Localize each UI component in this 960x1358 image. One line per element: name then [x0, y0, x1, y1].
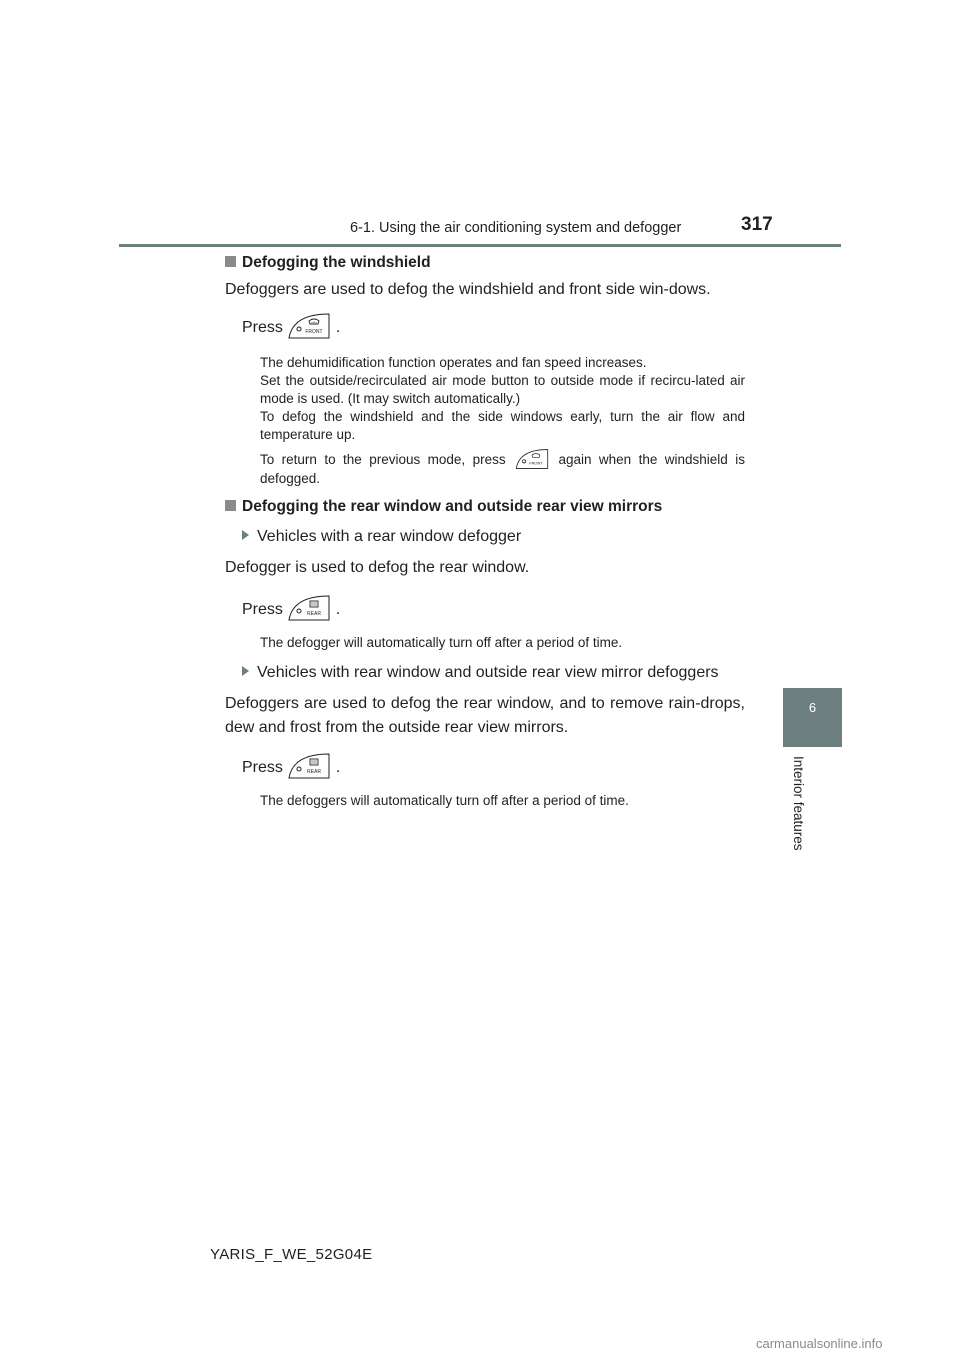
front-button-label: FRONT — [305, 329, 323, 335]
chapter-tab[interactable] — [783, 688, 842, 747]
section-heading-windshield: Defogging the windshield — [225, 254, 745, 272]
rear-variant-1-body: Defogger is used to defog the rear window. — [225, 559, 530, 576]
rear-variant-2-note: The defoggers will automatically turn off after a period of time. — [260, 793, 629, 808]
rear-variant-2-press-line: Press REAR . — [242, 752, 745, 782]
front-defogger-button-icon — [513, 448, 551, 470]
page-number: 317 — [741, 214, 773, 235]
front-button-label: FRONT — [529, 460, 543, 466]
rear-defogger-button-icon — [287, 594, 331, 622]
chapter-tab-number: 6 — [808, 700, 817, 715]
section-heading-rear: Defogging the rear window and outside rear view mirrors — [225, 498, 745, 516]
header-rule — [119, 244, 841, 247]
chapter-label: Interior features — [791, 756, 806, 851]
watermark: carmanualsonline.info — [756, 1336, 883, 1351]
heading-square-icon — [225, 500, 236, 511]
windshield-note: Set the outside/recirculated air mode button to outside mode if recircu-lated air mode is used. (It may switch automatically.) — [260, 373, 745, 406]
rear-variant-1-press-line: Press REAR . — [242, 594, 745, 624]
header-title: 6-1. Using the air conditioning system and defogger — [350, 220, 682, 236]
content — [225, 254, 745, 810]
rear-variant-2-body: Defoggers are used to defog the rear window, and to remove rain-drops, dew and frost from the outside rear view mirrors. — [225, 695, 745, 736]
footer-code: YARIS_F_WE_52G04E — [210, 1246, 373, 1263]
windshield-return-note: To return to the previous mode, press FRONT again when the windshield is defogged. — [260, 448, 745, 488]
windshield-note: The dehumidification function operates and fan speed increases. — [260, 355, 647, 370]
rear-button-label: REAR — [307, 611, 322, 617]
heading-square-icon — [225, 256, 236, 267]
rear-variant-1-note: The defogger will automatically turn off after a period of time. — [260, 635, 623, 650]
triangle-bullet-icon — [242, 666, 249, 676]
windshield-body: Defoggers are used to defog the windshield and front side win-dows. — [225, 281, 711, 298]
rear-variant-1-bullet: Vehicles with a rear window defogger — [242, 528, 745, 546]
triangle-bullet-icon — [242, 530, 249, 540]
windshield-notes — [225, 354, 745, 488]
rear-button-label: REAR — [307, 769, 322, 775]
rear-variant-2-bullet: Vehicles with rear window and outside rear view mirror defoggers — [242, 664, 745, 682]
windshield-note: To defog the windshield and the side windows early, turn the air flow and temperature up. — [260, 409, 745, 442]
rear-defogger-button-icon — [287, 752, 331, 780]
front-defogger-button-icon — [287, 312, 331, 340]
windshield-press-line: Press FRONT . — [242, 312, 745, 342]
